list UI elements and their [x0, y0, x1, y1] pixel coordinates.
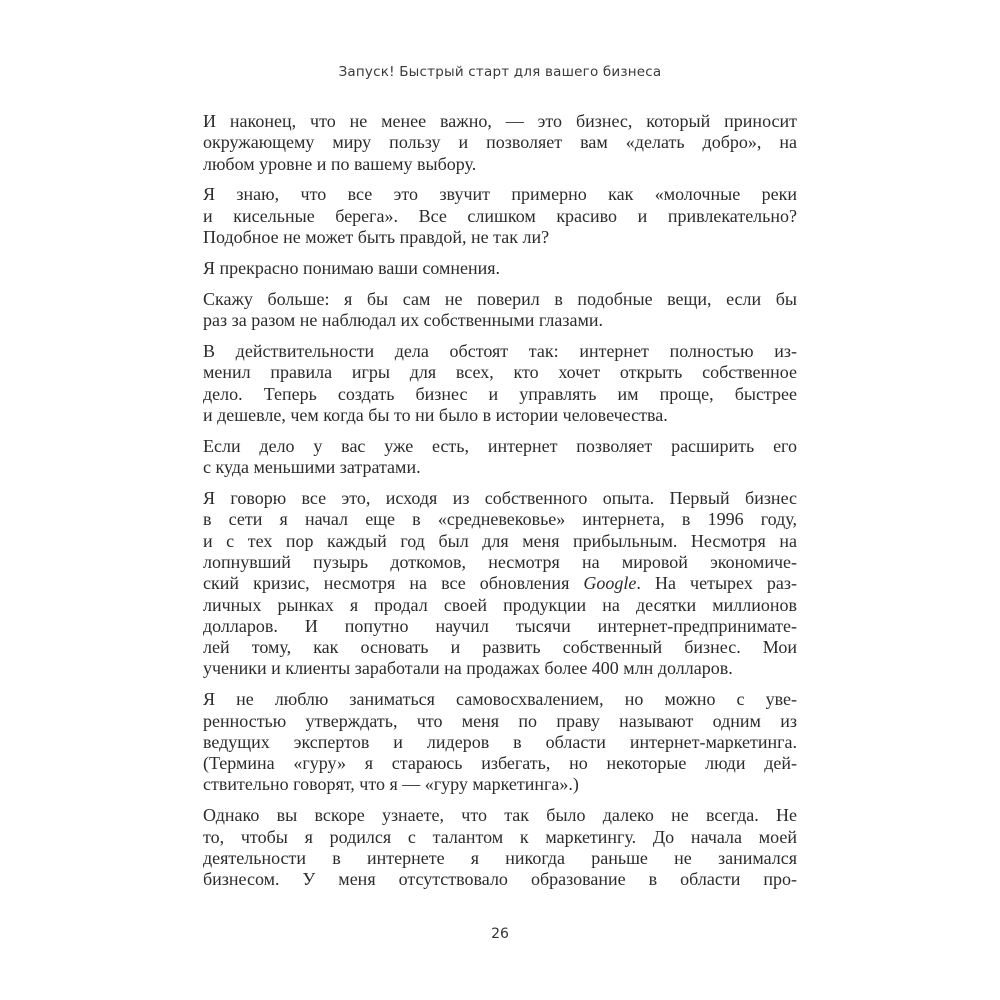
- text-line: окружающему миру пользу и позволяет вам «делать добро», на: [203, 132, 797, 153]
- paragraph: [203, 341, 797, 426]
- paragraph: [203, 488, 797, 680]
- text-line: (Термина «гуру» я стараюсь избегать, но некоторые люди дей-: [203, 753, 797, 774]
- text-line: Подобное не может быть правдой, не так ли?: [203, 227, 550, 248]
- text-line: Однако вы вскоре узнаете, что так было далеко не всегда. Не: [203, 805, 797, 826]
- paragraph: [203, 111, 797, 175]
- text-line: лей тому, как основать и развить собственный бизнес. Мои: [203, 637, 797, 658]
- text-line: ский кризис, несмотря на все обновления Google. На четырех раз-: [203, 573, 797, 594]
- paragraph: [203, 184, 797, 248]
- text-line: ренностью утверждать, что меня по праву называют одним из: [203, 710, 797, 731]
- text-line: долларов. И попутно научил тысячи интернет-предпринимате-: [203, 615, 797, 636]
- text-line: ствительно говорят, что я — «гуру маркетинга».): [203, 774, 579, 795]
- text-line: И наконец, что не менее важно, — это бизнес, который приносит: [203, 111, 797, 131]
- paragraph: [203, 436, 797, 479]
- text-line: В действительности дела обстоят так: интернет полностью из-: [203, 341, 797, 362]
- paragraph: [203, 258, 797, 279]
- text-line: Я прекрасно понимаю ваши сомнения.: [203, 257, 501, 278]
- text-line: то, чтобы я родился с талантом к маркетингу. До начала моей: [203, 826, 797, 847]
- page-body-text: [203, 111, 797, 900]
- running-header: Запуск! Быстрый старт для вашего бизнеса: [338, 64, 662, 80]
- text-line: Я не люблю заниматься самовосхвалением, но можно с уве-: [203, 689, 797, 710]
- text-line: бизнесом. У меня отсутствовало образование в области про-: [203, 869, 797, 890]
- text-line: в сети я начал еще в «средневековье» интернета, в 1996 году,: [203, 509, 797, 530]
- italic-brand: Google: [583, 573, 637, 594]
- text-line: любом уровне и по вашему выбору.: [203, 153, 477, 174]
- text-line: и дешевле, чем когда бы то ни было в истории человечества.: [203, 404, 668, 425]
- text-line: Я знаю, что все это звучит примерно как «молочные реки: [203, 184, 797, 205]
- text-line: раз за разом не наблюдал их собственными глазами.: [203, 310, 603, 331]
- text-line: деятельности в интернете я никогда раньше не занимался: [203, 847, 797, 868]
- text-line: ученики и клиенты заработали на продажах более 400 млн долларов.: [203, 658, 733, 679]
- text-line: дело. Теперь создать бизнес и управлять им проще, быстрее: [203, 383, 797, 404]
- text-line: и с тех пор каждый год был для меня прибыльным. Несмотря на: [203, 530, 797, 551]
- paragraph: [203, 689, 797, 795]
- page-number: 26: [491, 926, 509, 942]
- text-line: и кисельные берега». Все слишком красиво и привлекательно?: [203, 205, 797, 226]
- paragraph: [203, 289, 797, 332]
- text-line: Я говорю все это, исходя из собственного опыта. Первый бизнес: [203, 488, 797, 509]
- text-line: ведущих экспертов и лидеров в области интернет-маркетинга.: [203, 731, 797, 752]
- paragraph: [203, 805, 797, 890]
- text-line: лопнувший пузырь доткомов, несмотря на мировой экономиче-: [203, 551, 797, 572]
- text-line: менил правила игры для всех, кто хочет открыть собственное: [203, 362, 797, 383]
- text-line: личных рынках я продал своей продукции на десятки миллионов: [203, 594, 797, 615]
- text-line: Скажу больше: я бы сам не поверил в подобные вещи, если бы: [203, 288, 797, 309]
- text-line: с куда меньшими затратами.: [203, 457, 421, 478]
- text-line: Если дело у вас уже есть, интернет позволяет расширить его: [203, 435, 797, 456]
